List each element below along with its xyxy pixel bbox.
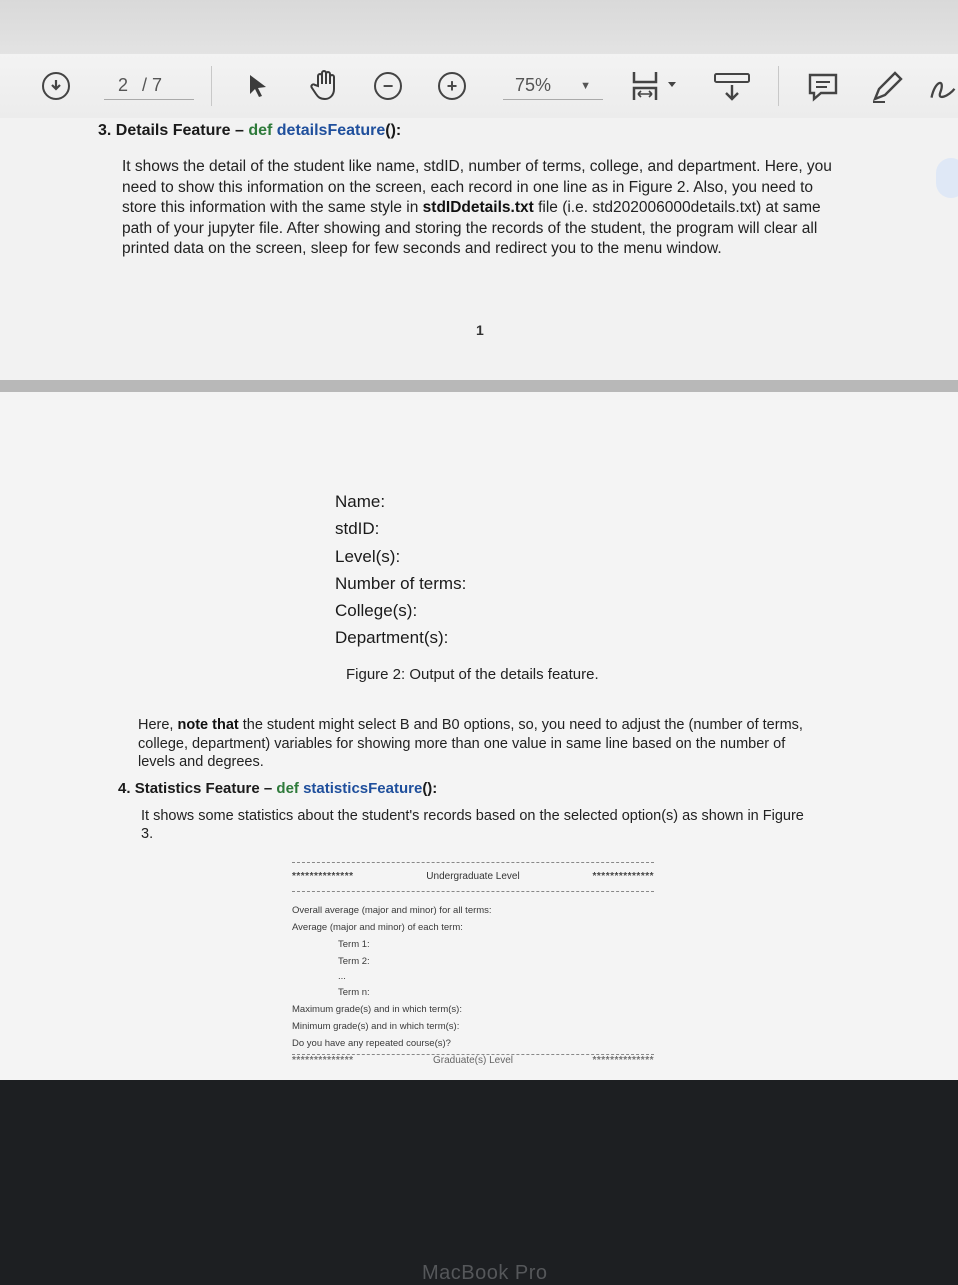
figure-3-term: Term 1: (338, 939, 370, 950)
section-3-title (98, 122, 401, 140)
para-line: 3. (141, 826, 154, 842)
stars-right: ************** (592, 870, 654, 882)
figure-3-ellipsis: ... (338, 971, 346, 982)
section-name: Details Feature – (115, 122, 244, 139)
pen-icon[interactable] (868, 68, 906, 106)
para-line: printed data on the screen, sleep for few seconds and redirect you to the menu window. (122, 240, 722, 257)
figure-3-line: Maximum grade(s) and in which term(s): (292, 1004, 462, 1015)
select-cursor-icon[interactable] (243, 70, 273, 102)
function-paren: (): (422, 780, 438, 797)
figure-2-line: Department(s): (335, 628, 449, 648)
zoom-out-icon[interactable]: − (374, 72, 402, 100)
para-text: store this information with the same style in (122, 199, 423, 216)
figure-2-line: Number of terms: (335, 573, 467, 593)
para-line: It shows some statistics about the student's records based on the selected option(s) as shown in Figure (141, 808, 804, 824)
section-name: Statistics Feature – (134, 780, 273, 797)
scroll-indicator (936, 158, 958, 198)
stars-right: ************** (592, 1055, 654, 1066)
figure-3-line: Do you have any repeated course(s)? (292, 1038, 451, 1049)
filename-bold: stdIDdetails.txt (422, 199, 534, 216)
section-number: 3. (98, 122, 112, 139)
stars-left: ************** (292, 1055, 354, 1066)
fit-page-icon[interactable] (628, 68, 682, 104)
function-name: detailsFeature (276, 122, 386, 139)
page-number-footer: 1 (476, 322, 484, 338)
para-line: levels and degrees. (138, 754, 264, 770)
current-page[interactable]: 2 (118, 75, 129, 95)
download-icon[interactable] (42, 72, 70, 100)
comment-icon[interactable] (806, 70, 840, 104)
para-text: Here, (138, 717, 178, 733)
hand-tool-icon[interactable] (308, 66, 344, 104)
total-pages: / 7 (142, 75, 163, 95)
details-paragraph (122, 157, 902, 260)
figure-3-term: Term n: (338, 987, 370, 998)
para-line: college, department) variables for showing more than one value in same line based on the number of (138, 735, 786, 752)
figure-2-line: College(s): (335, 601, 418, 621)
zoom-select[interactable] (503, 72, 603, 100)
figure-2-line: Level(s): (335, 546, 401, 566)
zoom-value: 75% (515, 75, 552, 95)
note-paragraph (138, 716, 858, 772)
figure-3-term: Term 2: (338, 956, 370, 967)
sign-icon[interactable] (928, 68, 958, 106)
dashed-rule (292, 862, 654, 863)
para-line: path of your jupyter file. After showing and storing the records of the student, the program will clear all (122, 219, 818, 237)
para-line (122, 198, 902, 219)
chevron-down-icon: ▼ (580, 79, 591, 92)
figure-3-bottom-row (292, 1055, 654, 1067)
note-bold: note that (177, 717, 239, 733)
figure-3-bottom-header: Graduate(s) Level (432, 1055, 514, 1066)
figure-3-line: Minimum grade(s) and in which term(s): (292, 1021, 460, 1032)
para-text: the student might select B and B0 options, so, you need to adjust the (number of terms, (238, 717, 803, 733)
def-keyword: def (248, 122, 273, 139)
figure-3-output (292, 862, 654, 1067)
para-line: It shows the detail of the student like name, stdID, number of terms, college, and department. Here, you (122, 158, 832, 175)
figure-2-line: stdID: (335, 519, 380, 539)
figure-3-header: Undergraduate Level (426, 870, 520, 882)
figure-3-header-row (292, 867, 654, 885)
para-text: file (i.e. std202006000details.txt) at same (533, 199, 821, 216)
save-download-icon[interactable] (712, 70, 752, 104)
page-number-field[interactable] (104, 72, 194, 100)
stars-left: ************** (292, 870, 354, 882)
page-divider (0, 380, 958, 392)
laptop-brand-label: MacBook Pro (422, 1262, 548, 1284)
para-line (138, 716, 858, 735)
def-keyword: def (276, 780, 299, 797)
figure-3-line: Average (major and minor) of each term: (292, 922, 463, 933)
function-name: statisticsFeature (303, 780, 423, 797)
statistics-paragraph (141, 807, 861, 843)
section-number: 4. (118, 780, 131, 797)
function-paren: (): (385, 122, 402, 139)
toolbar-separator (778, 66, 779, 106)
para-line: need to show this information on the screen, each record in one line as in Figure 2. Also, you need to (122, 178, 814, 196)
zoom-in-icon[interactable]: + (438, 72, 466, 100)
figure-2-caption: Figure 2: Output of the details feature. (346, 666, 599, 683)
figure-2-output (335, 488, 466, 652)
figure-3-line: Overall average (major and minor) for all terms: (292, 905, 492, 916)
toolbar-separator (211, 66, 212, 106)
figure-2-line: Name: (335, 492, 386, 511)
section-4-title (118, 780, 437, 797)
